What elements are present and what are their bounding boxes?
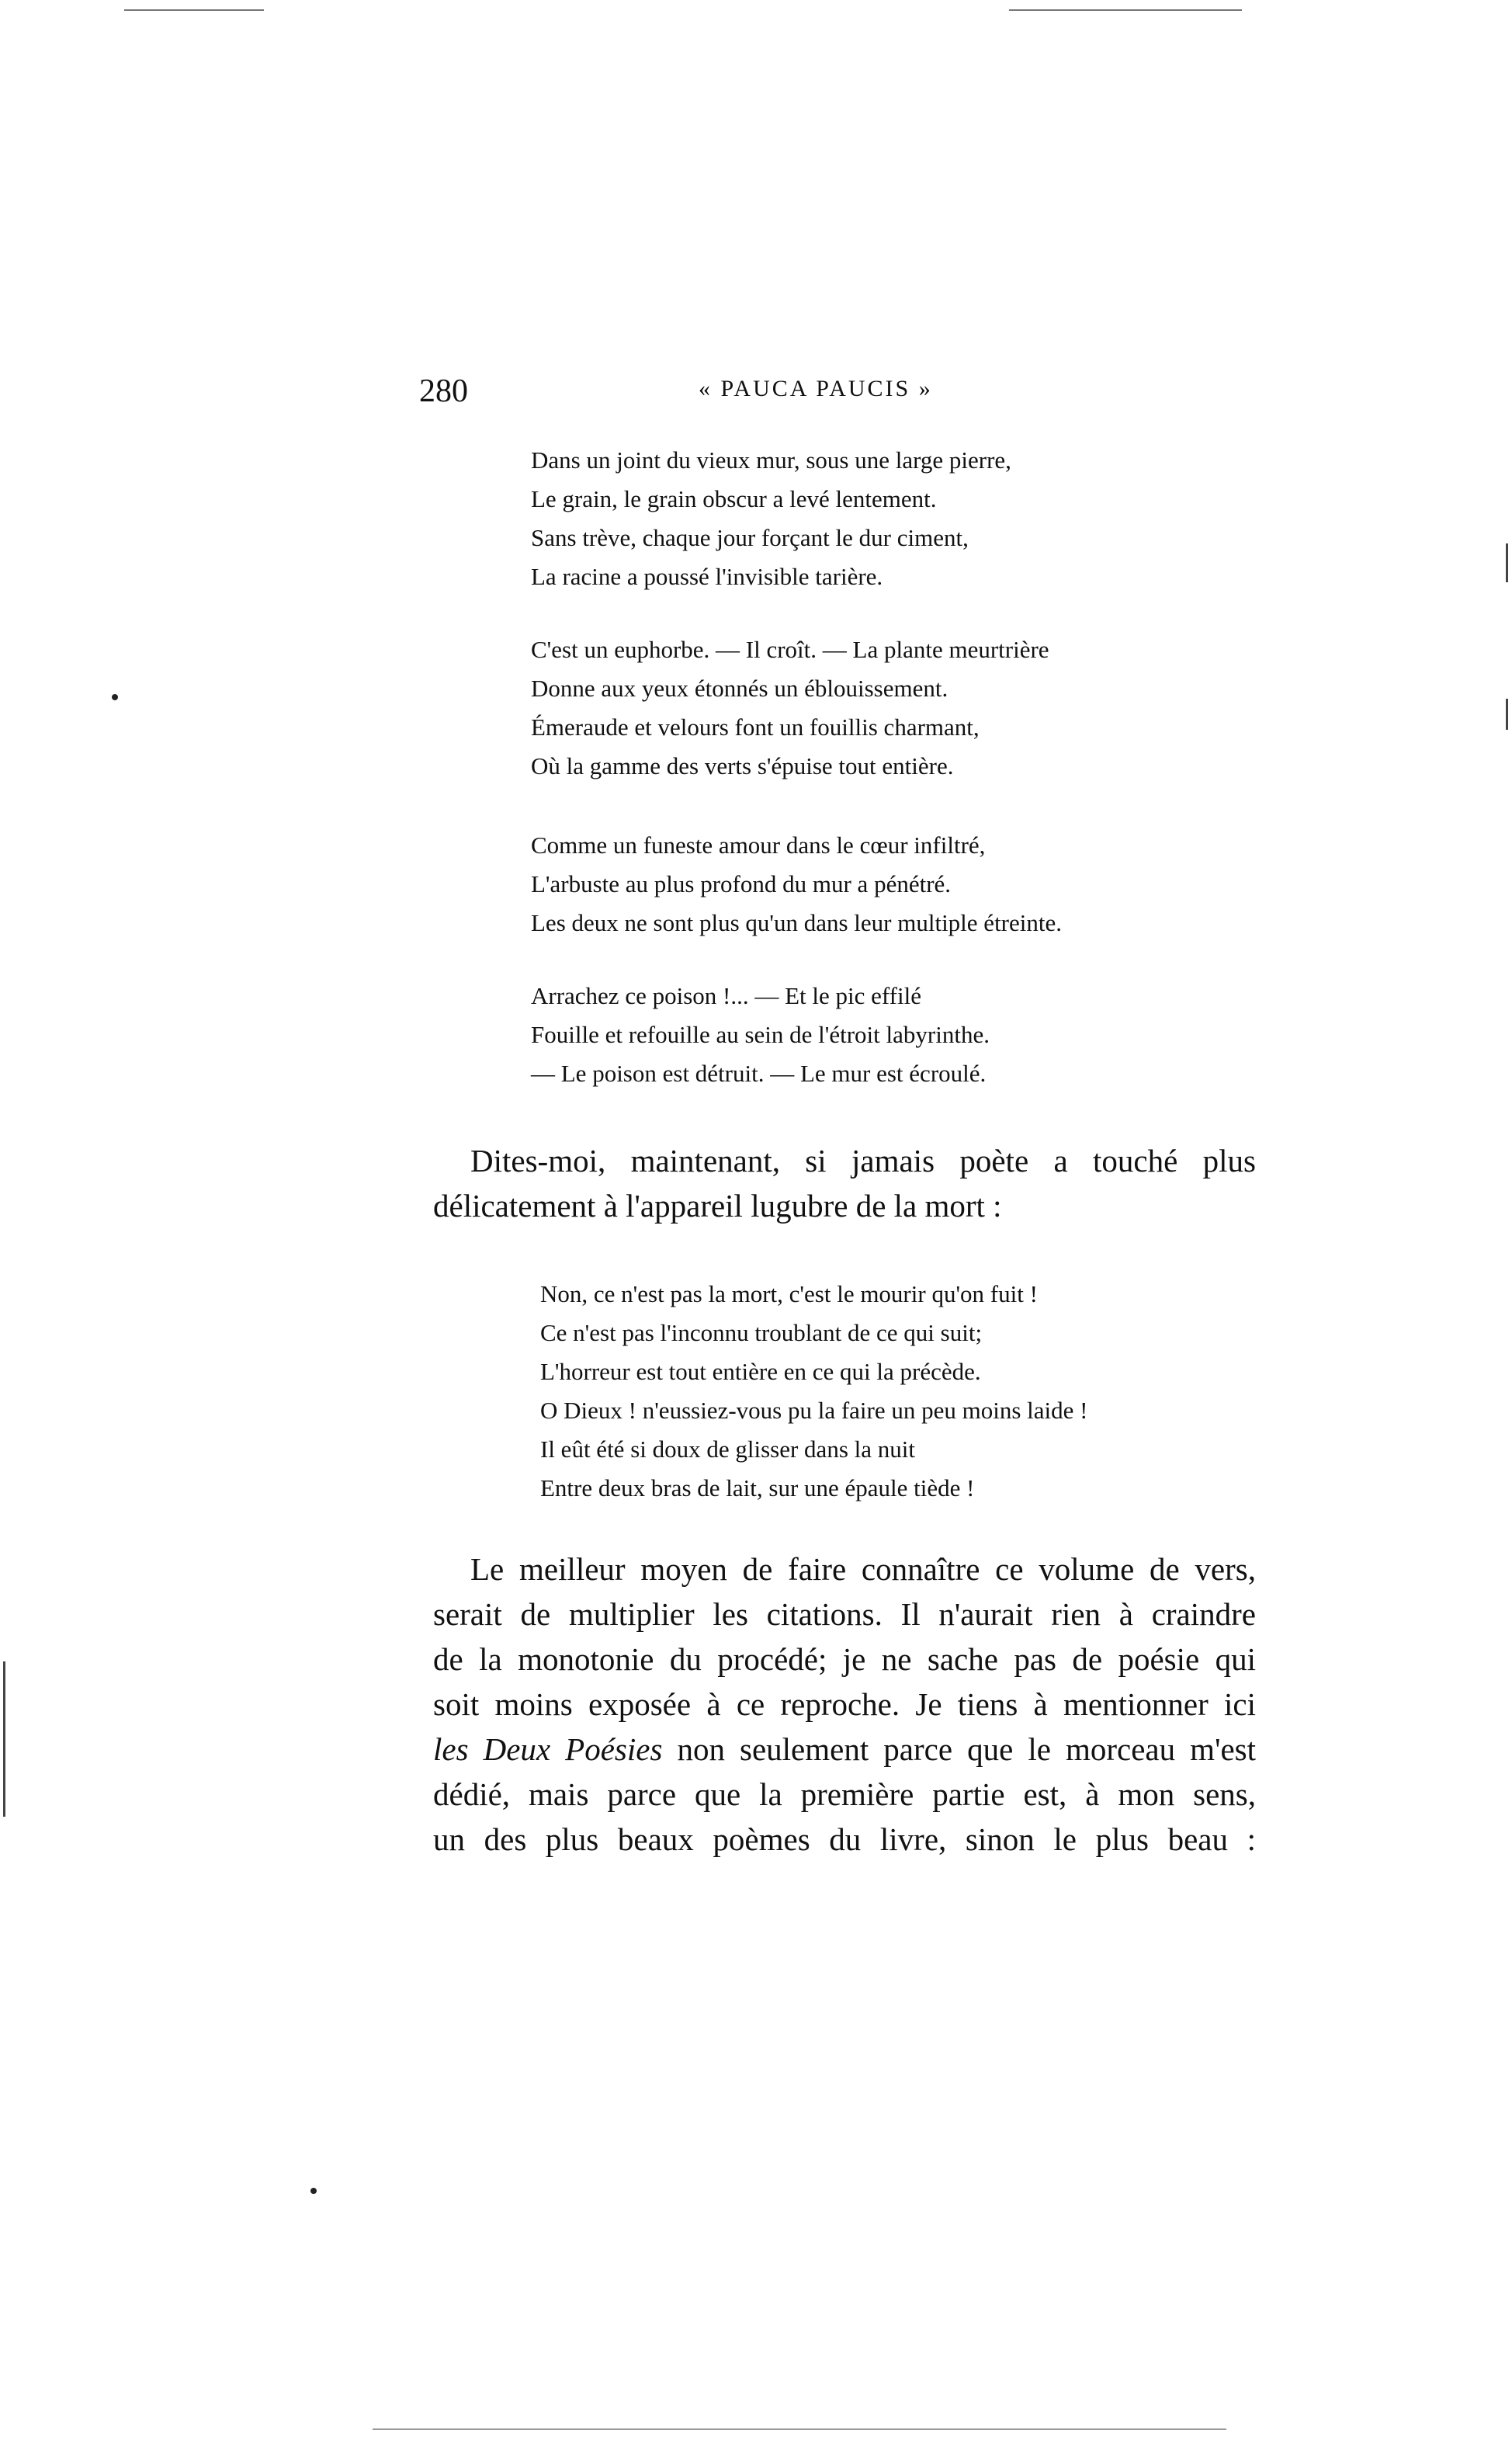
poem-stanza-4 — [531, 977, 990, 1093]
verse-line: L'horreur est tout entière en ce qui la précède. — [540, 1358, 981, 1385]
page-number: 280 — [419, 373, 468, 409]
running-title: « PAUCA PAUCIS » — [699, 376, 933, 401]
verse-line: Fouille et refouille au sein de l'étroit labyrinthe. — [531, 1021, 990, 1048]
bottom-edge-rule — [373, 2428, 1226, 2430]
verse-line: Sans trève, chaque jour forçant le dur ciment, — [531, 524, 969, 551]
verse-line: L'arbuste au plus profond du mur a pénétré. — [531, 870, 952, 897]
verse-line: Les deux ne sont plus qu'un dans leur multiple étreinte. — [531, 909, 1062, 936]
poem-stanza-3 — [531, 826, 1062, 943]
verse-line: Émeraude et velours font un fouillis charmant, — [531, 713, 980, 741]
prose-line: dédié, mais parce que la première partie est, à mon sens, — [433, 1776, 1256, 1812]
verse-line: Le grain, le grain obscur a levé lentement. — [531, 485, 937, 512]
verse-line: La racine a poussé l'invisible tarière. — [531, 563, 883, 590]
top-edge-rule — [1009, 9, 1242, 11]
verse-line: O Dieux ! n'eussiez-vous pu la faire un peu moins laide ! — [540, 1397, 1088, 1424]
book-title-italic: les Deux Poésies — [433, 1731, 663, 1767]
verse-line: Où la gamme des verts s'épuise tout entière. — [531, 752, 954, 779]
verse-line: Ce n'est pas l'inconnu troublant de ce qui suit; — [540, 1319, 983, 1346]
verse-line: Non, ce n'est pas la mort, c'est le mourir qu'on fuit ! — [540, 1280, 1038, 1307]
ink-speck — [112, 694, 118, 700]
verse-line: Donne aux yeux étonnés un éblouissement. — [531, 675, 948, 702]
top-edge-rule — [124, 9, 264, 11]
verse-line: C'est un euphorbe. — Il croît. — La plante meurtrière — [531, 636, 1049, 663]
margin-mark — [1506, 699, 1508, 730]
prose-line — [433, 1727, 1256, 1772]
prose-line: de la monotonie du procédé; je ne sache pas de poésie qui — [433, 1641, 1256, 1677]
verse-line: Entre deux bras de lait, sur une épaule tiède ! — [540, 1474, 975, 1501]
poem-quotation — [540, 1275, 1087, 1508]
verse-line: Arrachez ce poison !... — Et le pic effilé — [531, 982, 921, 1009]
prose-line: Dites-moi, maintenant, si jamais poète a touché plus — [470, 1143, 1256, 1179]
prose-paragraph-1 — [433, 1138, 1256, 1228]
margin-mark — [3, 1661, 5, 1817]
margin-mark — [1506, 543, 1508, 582]
prose-line-rest: non seulement parce que le morceau m'est — [662, 1731, 1256, 1767]
verse-line: Comme un funeste amour dans le cœur infiltré, — [531, 831, 986, 859]
verse-line: — Le poison est détruit. — Le mur est écroulé. — [531, 1060, 987, 1087]
verse-line: Dans un joint du vieux mur, sous une large pierre, — [531, 446, 1011, 474]
ink-speck — [310, 2188, 317, 2194]
verse-line: Il eût été si doux de glisser dans la nuit — [540, 1436, 915, 1463]
prose-paragraph-2 — [433, 1547, 1256, 1862]
prose-line: un des plus beaux poèmes du livre, sinon le plus beau : — [433, 1821, 1256, 1857]
prose-line: soit moins exposée à ce reproche. Je tiens à mentionner ici — [433, 1686, 1256, 1722]
poem-stanza-2 — [531, 630, 1049, 786]
prose-line: Le meilleur moyen de faire connaître ce volume de vers, — [470, 1551, 1256, 1587]
prose-line: délicatement à l'appareil lugubre de la mort : — [433, 1188, 1002, 1224]
poem-stanza-1 — [531, 441, 1011, 596]
prose-line: serait de multiplier les citations. Il n'aurait rien à craindre — [433, 1596, 1256, 1632]
